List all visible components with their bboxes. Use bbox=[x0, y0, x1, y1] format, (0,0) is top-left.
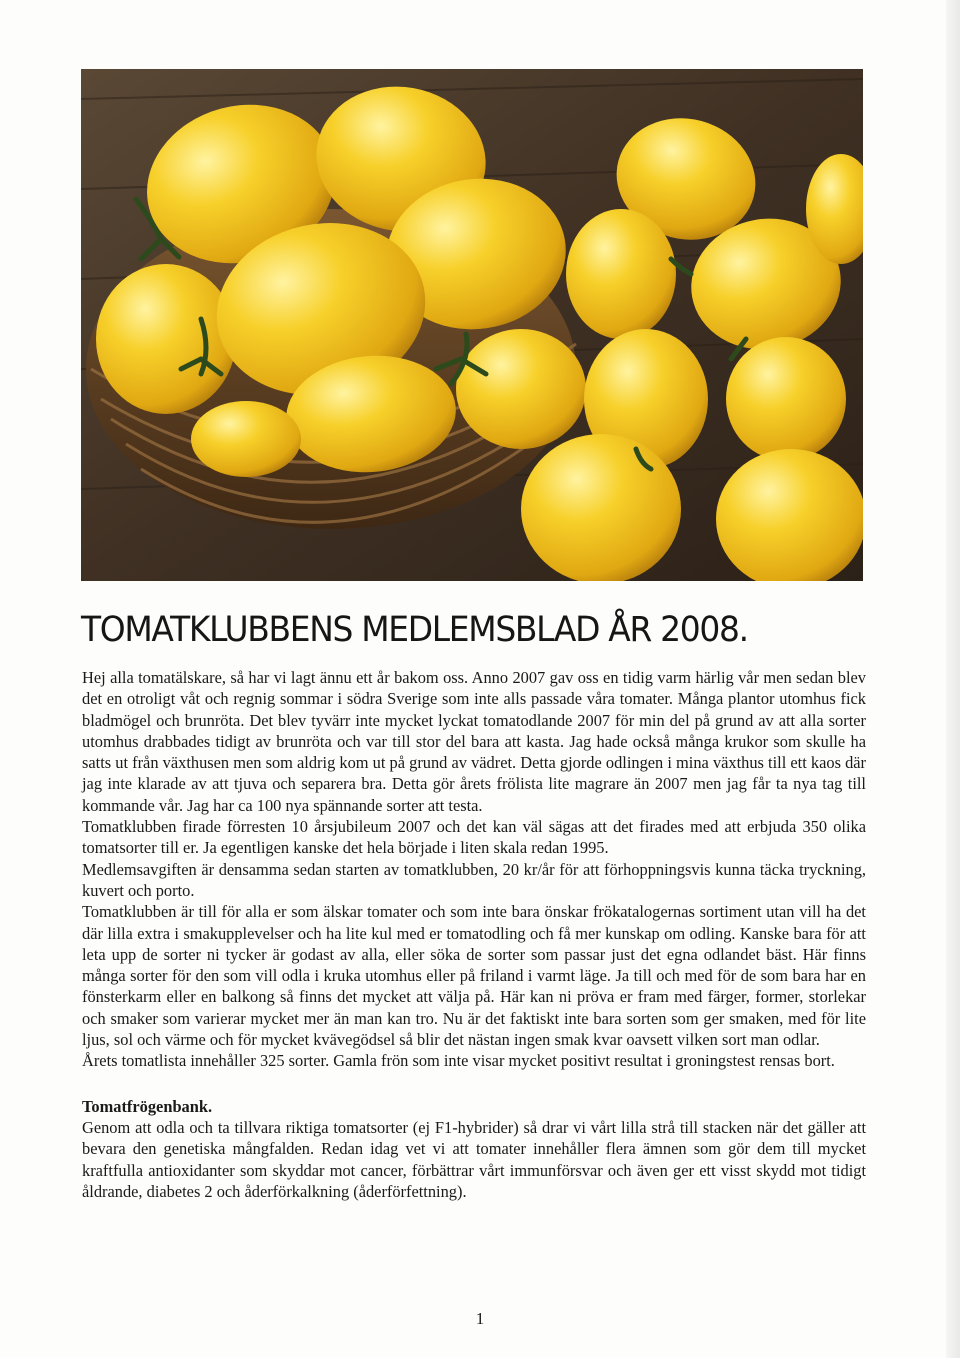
section-text: Genom att odla och ta tillvara riktiga tomatsorter (ej F1-hybrider) så drar vi vårt lilla strå till stacken när det gäller att bevara den genetiska mångfalden. Redan idag vet vi att tomater innehåller flera ämnen som gör dem till mycket kraftfulla antioxidanter som skyddar mot cancer, förbättrar vårt immunförsvar och även ger ett visst skydd mot tidigt åldrande, diabetes 2 och åderförkalkning (åderförfettning). bbox=[82, 1117, 866, 1201]
section-heading: Tomatfrögenbank. bbox=[82, 1096, 213, 1116]
page-number: 1 bbox=[475, 1309, 485, 1328]
body-text bbox=[82, 667, 866, 1202]
paragraph-fee: Medlemsavgiften är densamma sedan starten av tomatklubben, 20 kr/år för att förhoppningsvis kunna täcka tryckning, kuvert och porto. bbox=[82, 859, 866, 900]
paragraph-list-count: Årets tomatlista innehåller 325 sorter. Gamla frön som inte visar mycket positivt resultat i groningstest rensas bort. bbox=[82, 1051, 835, 1071]
page-title: TOMATKLUBBENS MEDLEMSBLAD ÅR 2008. bbox=[81, 610, 748, 650]
paragraph-intro: Hej alla tomatälskare, så har vi lagt ännu ett år bakom oss. Anno 2007 gav oss en tidig varm härlig vår men sedan blev det en otroligt våt och regnig sommar i södra Sverige som inte alls passade våra tomater. Många plantor utomhus fick bladmögel och brunröta. Det blev tyvärr inte mycket lyckat tomatodlande 2007 för min del på grund av att alla sorter utomhus drabbades tidigt av brunröta och var till stor del bara att kasta. Jag hade också många krukor som skulle ha satts ut från växthusen men som aldrig kom ut på grund av vädret. Detta gjorde odlingen i mina växthus till ett kaos där jag inte klarade av att tjuva och separera bra. Detta gör årets frölista lite magrare än 2007 men jag får ta nya tag till kommande vår. Jag har ca 100 nya spännande sorter att testa. bbox=[82, 668, 866, 815]
spacer bbox=[82, 1072, 866, 1096]
page-edge bbox=[946, 0, 960, 1358]
paragraph-anniversary: Tomatklubben firade förresten 10 årsjubileum 2007 och det kan väl sägas att det firades med att erbjuda 350 olika tomatsorter till er. Ja egentligen kanske det hela började i liten skala redan 1995. bbox=[82, 817, 866, 858]
yellow-tomatoes-photo bbox=[81, 69, 863, 581]
photo-illustration bbox=[81, 69, 863, 581]
paragraph-about-club: Tomatklubben är till för alla er som älskar tomater och som inte bara önskar frökatalogernas sortiment utan vill ha det där lilla extra i smakupplevelser och ha lite kul med er tomatodling och få mer kunskap om odling. Kanske bara för att leta upp de sorter ni tycker är godast av alla, eller söka de sorter som passar just det egna odlandet bäst. Här finns många sorter för den som vill odla i kruka utomhus eller på friland i varmt läge. Ja till och med för de som bara har en fönsterkarm eller en balkong så finns det mycket att välja på. Här kan ni pröva er fram med färger, former, storlekar och smaker som varierar mycket mer än man kan tro. Nu är det faktiskt inte bara sorten som ger smaken, med för lite ljus, sol och värme och för mycket kvävegödsel så blir det nästan ingen smak kvar oavsett vilken sort man odlar. bbox=[82, 902, 866, 1050]
